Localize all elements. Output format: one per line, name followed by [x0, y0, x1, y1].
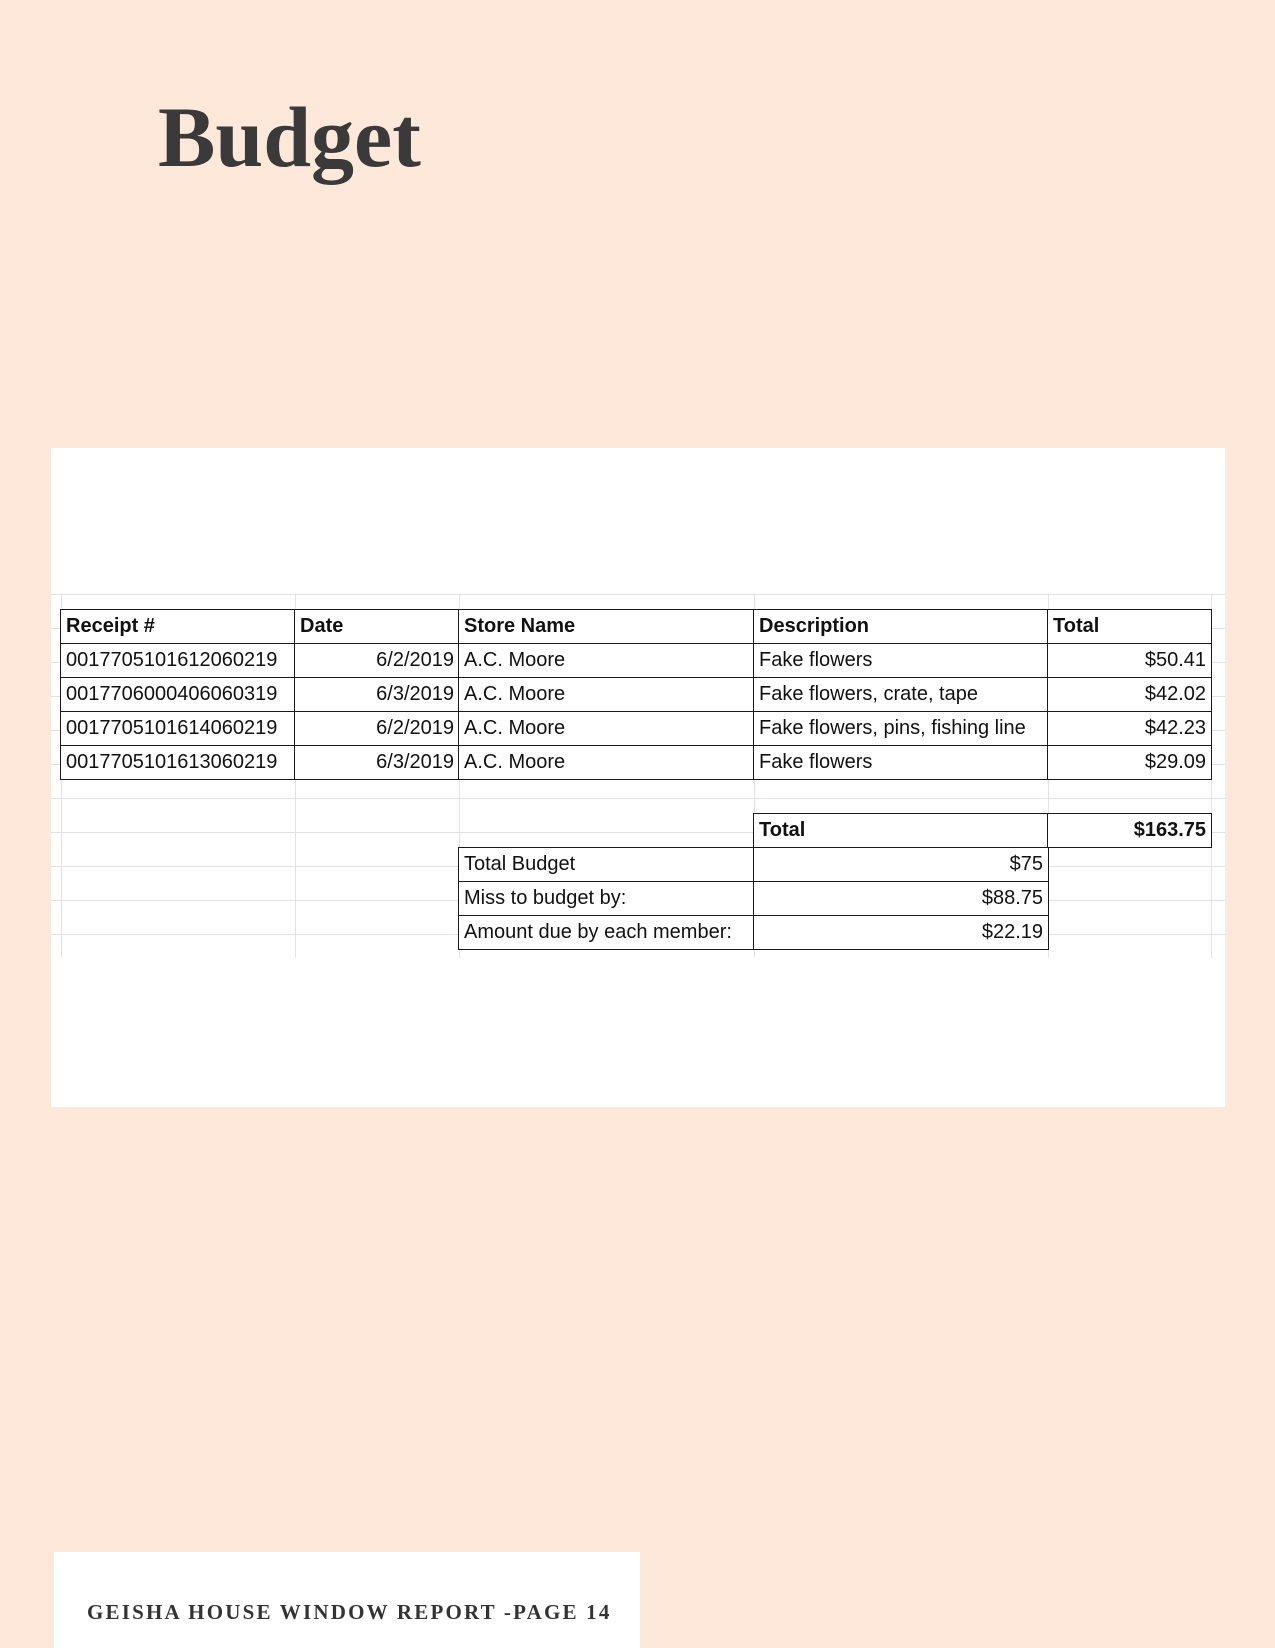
- amount-due-value: $22.19: [753, 915, 1049, 950]
- total-cell: $29.09: [1047, 745, 1212, 780]
- receipt-cell: 0017705101613060219: [60, 745, 296, 780]
- spreadsheet-image: [51, 448, 1225, 1107]
- store-name-cell: A.C. Moore: [458, 677, 755, 712]
- total-budget-label: Total Budget: [458, 847, 755, 882]
- footer-text: GEISHA HOUSE WINDOW REPORT -PAGE 14: [87, 1600, 612, 1624]
- description-cell: Fake flowers: [753, 643, 1049, 678]
- date-cell: 6/3/2019: [294, 745, 460, 780]
- description-cell: Fake flowers, pins, fishing line: [753, 711, 1049, 746]
- total-cell: $42.23: [1047, 711, 1212, 746]
- column-header-store-name: Store Name: [458, 609, 755, 644]
- footer: [54, 1552, 640, 1648]
- date-cell: 6/2/2019: [294, 711, 460, 746]
- store-name-cell: A.C. Moore: [458, 711, 755, 746]
- date-cell: 6/2/2019: [294, 643, 460, 678]
- description-cell: Fake flowers, crate, tape: [753, 677, 1049, 712]
- receipt-cell: 0017706000406060319: [60, 677, 296, 712]
- total-budget-value: $75: [753, 847, 1049, 882]
- receipt-cell: 0017705101614060219: [60, 711, 296, 746]
- grand-total-value: $163.75: [1047, 813, 1212, 848]
- column-header-date: Date: [294, 609, 460, 644]
- miss-to-budget-label: Miss to budget by:: [458, 881, 755, 916]
- page-title: Budget: [158, 89, 421, 185]
- column-header-total: Total: [1047, 609, 1212, 644]
- store-name-cell: A.C. Moore: [458, 745, 755, 780]
- date-cell: 6/3/2019: [294, 677, 460, 712]
- column-header-receipt: Receipt #: [60, 609, 296, 644]
- miss-to-budget-value: $88.75: [753, 881, 1049, 916]
- amount-due-label: Amount due by each member:: [458, 915, 755, 950]
- total-cell: $50.41: [1047, 643, 1212, 678]
- receipt-cell: 0017705101612060219: [60, 643, 296, 678]
- column-header-description: Description: [753, 609, 1049, 644]
- description-cell: Fake flowers: [753, 745, 1049, 780]
- grand-total-label: Total: [753, 813, 1049, 848]
- total-cell: $42.02: [1047, 677, 1212, 712]
- store-name-cell: A.C. Moore: [458, 643, 755, 678]
